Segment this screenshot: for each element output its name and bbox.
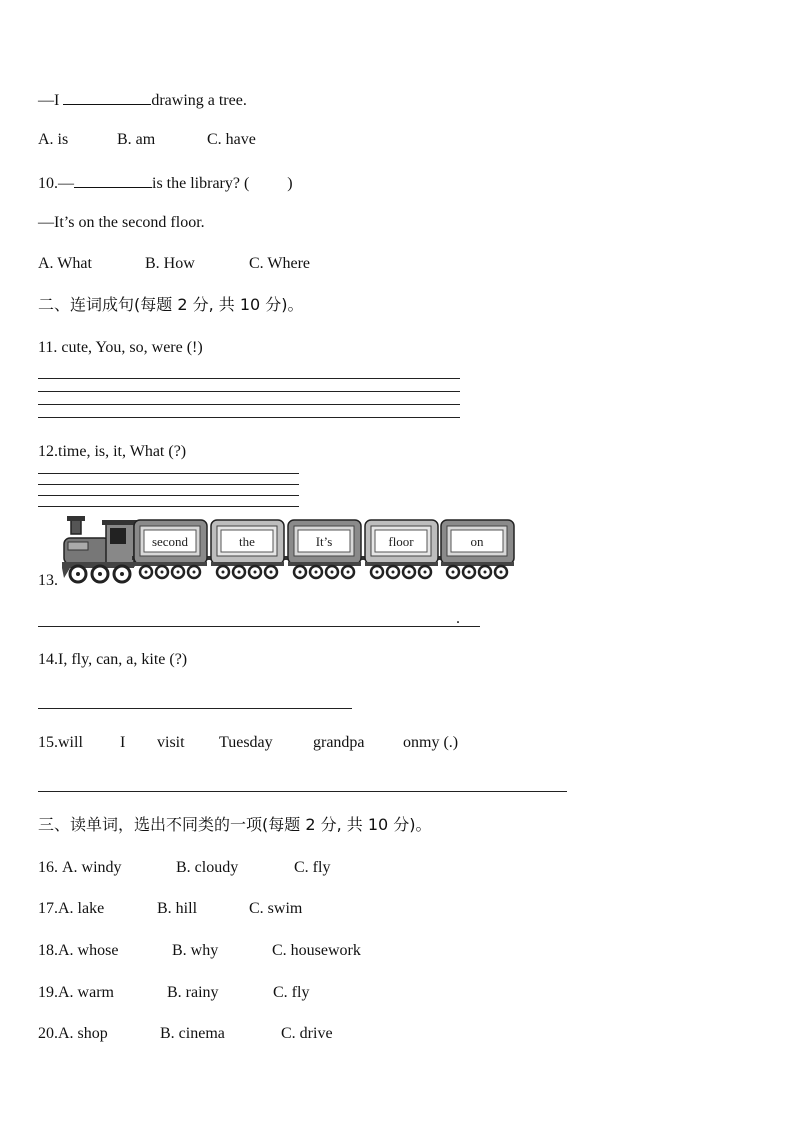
train-locomotive [62, 516, 138, 582]
train-word-3: It’s [315, 534, 333, 549]
q19-option-c[interactable]: C. fly [273, 984, 310, 1001]
q14-answer-line[interactable] [38, 708, 352, 709]
section-2-title: 二、连词成句(每题 2 分, 共 10 分)。 [38, 295, 304, 314]
q9-suffix: drawing a tree. [151, 92, 247, 109]
q15-word-3: visit [157, 734, 185, 751]
q18-option-c[interactable]: C. housework [272, 942, 361, 959]
train-illustration [60, 516, 522, 586]
q9-option-a[interactable]: A. is [38, 131, 69, 148]
q15-word-1: will [58, 734, 83, 751]
q11-answer-line-1[interactable] [38, 378, 460, 379]
q11-answer-line-2[interactable] [38, 391, 460, 392]
q10-option-b[interactable]: B. How [145, 255, 195, 272]
q12-answer-line-2[interactable] [38, 484, 299, 485]
q12-prompt: 12.time, is, it, What (?) [38, 443, 187, 460]
q18-option-a[interactable]: A. whose [58, 942, 119, 959]
q9-option-b[interactable]: B. am [117, 131, 156, 148]
q10-answer: —It’s on the second floor. [38, 214, 205, 231]
q20-number: 20. [38, 1025, 58, 1042]
q15-word-2: I [120, 734, 126, 751]
train-car-1 [134, 520, 207, 578]
q15-word-5: grandpa [313, 734, 365, 751]
q10-dash: — [58, 175, 74, 192]
q9-prefix: —I [38, 92, 64, 109]
q13-answer-line[interactable] [38, 626, 480, 627]
q16-row [38, 858, 330, 878]
q19-option-b[interactable]: B. rainy [167, 984, 219, 1001]
q15-answer-line[interactable] [38, 791, 567, 792]
q12-answer-line-3[interactable] [38, 495, 299, 496]
q20-option-b[interactable]: B. cinema [160, 1025, 225, 1042]
q11-answer-line-3[interactable] [38, 404, 460, 405]
q15-word-6: onmy (.) [403, 734, 459, 751]
q17-option-a[interactable]: A. lake [58, 900, 105, 917]
q17-option-b[interactable]: B. hill [157, 900, 198, 917]
q10-option-c[interactable]: C. Where [249, 255, 311, 272]
q10-option-a[interactable]: A. What [38, 255, 92, 272]
train-word-4: floor [388, 534, 414, 549]
q15-prompt [38, 733, 458, 753]
train-car-5 [441, 520, 514, 578]
train-word-1: second [151, 534, 189, 549]
train-word-2: the [239, 534, 255, 549]
q16-option-c[interactable]: C. fly [294, 859, 331, 876]
q16-option-b[interactable]: B. cloudy [176, 859, 239, 876]
q10-paren-close: ) [287, 175, 293, 192]
q18-number: 18. [38, 942, 58, 959]
q9-answer-blank[interactable] [63, 88, 151, 105]
q14-prompt: 14.I, fly, can, a, kite (?) [38, 651, 188, 668]
q13-end-mark: . [456, 610, 460, 627]
q16-option-a[interactable]: A. windy [62, 859, 122, 876]
q10-prompt [38, 171, 293, 194]
q19-option-a[interactable]: A. warm [58, 984, 114, 1001]
q18-option-b[interactable]: B. why [172, 942, 219, 959]
q20-option-c[interactable]: C. drive [281, 1025, 333, 1042]
train-car-3 [288, 520, 361, 578]
q9-option-c[interactable]: C. have [207, 131, 256, 148]
q18-row [38, 941, 361, 961]
q17-option-c[interactable]: C. swim [249, 900, 303, 917]
section-3-title: 三、读单词，选出不同类的一项(每题 2 分, 共 10 分)。 [38, 815, 432, 834]
q10-options [38, 254, 310, 274]
q13-number: 13. [38, 572, 58, 589]
q19-number: 19. [38, 984, 58, 1001]
q15-number: 15. [38, 734, 58, 751]
q10-number: 10. [38, 175, 58, 192]
q10-suffix: is the library? ( [152, 175, 250, 192]
train-car-2 [211, 520, 284, 578]
q12-answer-line-1[interactable] [38, 473, 299, 474]
q20-option-a[interactable]: A. shop [58, 1025, 108, 1042]
train-word-5: on [470, 534, 484, 549]
q11-answer-line-4[interactable] [38, 417, 460, 418]
q12-answer-line-4[interactable] [38, 506, 299, 507]
train-car-4 [365, 520, 438, 578]
q11-prompt: 11. cute, You, so, were (!) [38, 339, 203, 356]
q15-word-4: Tuesday [219, 734, 273, 751]
q17-number: 17. [38, 900, 58, 917]
q10-answer-blank[interactable] [74, 171, 152, 188]
q20-row [38, 1024, 333, 1044]
q9-options [38, 130, 256, 150]
q19-row [38, 983, 309, 1003]
q16-number: 16. [38, 859, 62, 876]
q17-row [38, 899, 302, 919]
q9-prompt [38, 88, 247, 111]
